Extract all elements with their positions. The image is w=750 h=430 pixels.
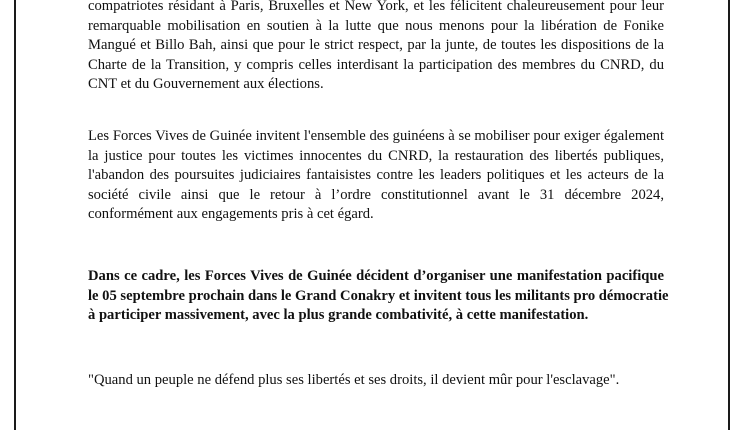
paragraph-line: société civile ainsi que le retour à l’ordre constitutionnel avant le 31 décembre 2024, [88, 186, 664, 203]
paragraph-demonstration-announcement [88, 267, 669, 326]
paragraph-line: conformément aux engagements pris à cet égard. [88, 206, 374, 223]
paragraph-line: à participer massivement, avec la plus grande combativité, à cette manifestation. [88, 307, 589, 324]
paragraph-line: remarquable mobilisation en soutien à la lutte que nous menons pour la libération de Fonike [88, 17, 664, 34]
closing-quote: "Quand un peuple ne défend plus ses libertés et ses droits, il devient mûr pour l'esclavage". [88, 372, 620, 388]
page-border-left [14, 0, 16, 430]
paragraph-line: le 05 septembre prochain dans le Grand Conakry et invitent tous les militants pro démocratie [88, 287, 669, 304]
page-border-right [728, 0, 730, 430]
paragraph-support-diaspora [88, 0, 664, 95]
paragraph-line: l'abandon des poursuites judiciaires fantaisistes contre les leaders politiques et les acteurs de la [88, 167, 664, 184]
paragraph-line: compatriotes résidant à Paris, Bruxelles et New York, et les félicitent chaleureusement pour leur [88, 0, 664, 14]
paragraph-line: Mangué et Billo Bah, ainsi que pour le strict respect, par la junte, de toutes les dispositions de la [88, 37, 664, 54]
paragraph-line: Les Forces Vives de Guinée invitent l'ensemble des guinéens à se mobiliser pour exiger également [88, 128, 664, 144]
paragraph-call-to-mobilize [88, 127, 664, 225]
paragraph-line: CNT et du Gouvernement aux élections. [88, 76, 324, 93]
paragraph-line: la justice pour toutes les victimes innocentes du CNRD, la restauration des libertés publiques, [88, 147, 664, 164]
paragraph-line: Dans ce cadre, les Forces Vives de Guinée décident d’organiser une manifestation pacifique [88, 268, 664, 284]
paragraph-line: Charte de la Transition, y compris celles interdisant la participation des membres du CNRD, du [88, 56, 664, 73]
